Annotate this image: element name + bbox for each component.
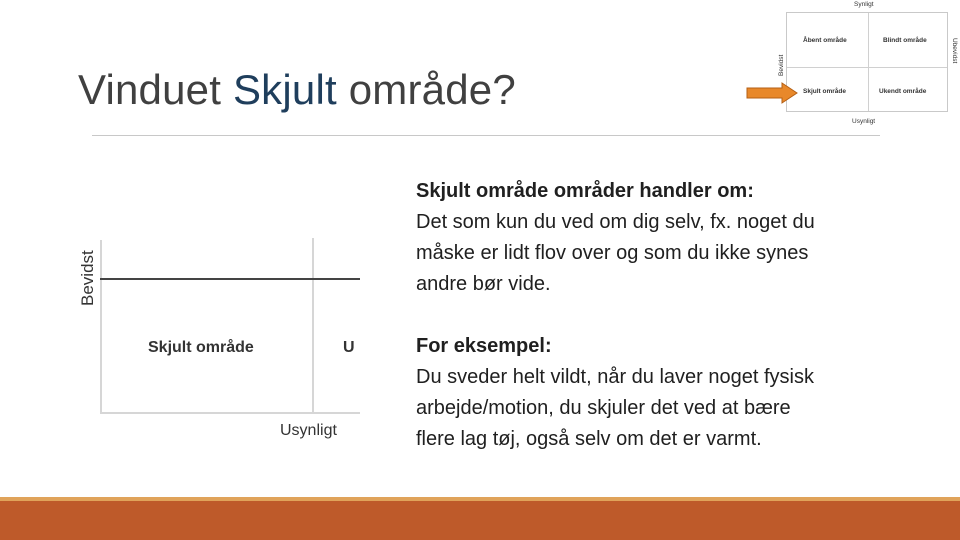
diagram-xlabel: Usynligt xyxy=(280,422,337,439)
thumb-cell-open: Åbent område xyxy=(803,37,847,44)
thumb-cell-hidden: Skjult område xyxy=(803,88,846,95)
title-divider xyxy=(92,135,880,136)
johari-diagram-crop xyxy=(70,200,360,450)
title-prefix: Vinduet xyxy=(78,66,233,113)
thumb-bottom-label: Usynligt xyxy=(852,118,876,125)
thumb-right-label: Ubevidst xyxy=(951,38,958,64)
diagram-cell-hidden: Skjult område xyxy=(148,339,254,356)
diagram-ylabel: Bevidst xyxy=(78,250,97,306)
slide-body xyxy=(416,176,916,455)
section1-line: måske er lidt flov over og som du ikke synes xyxy=(416,242,809,264)
diagram-cell-next: U xyxy=(343,339,355,356)
johari-thumbnail xyxy=(774,0,960,132)
section1-heading: Skjult område områder handler om: xyxy=(416,180,754,202)
title-highlight: Skjult xyxy=(232,66,337,113)
footer-band xyxy=(0,501,960,540)
thumb-cell-blind: Blindt område xyxy=(883,37,927,44)
section2-line: Du sveder helt vildt, når du laver noget fysisk xyxy=(416,366,814,388)
thumb-cell-unknown: Ukendt område xyxy=(879,88,927,95)
arrow-right-icon xyxy=(746,82,798,104)
thumb-top-label: Synligt xyxy=(854,1,874,8)
thumb-left-label: Bevidst xyxy=(778,54,785,76)
section2-line: flere lag tøj, også selv om det er varmt. xyxy=(416,428,762,450)
section1-line: andre bør vide. xyxy=(416,273,551,295)
slide-title xyxy=(78,66,516,114)
section1-line: Det som kun du ved om dig selv, fx. noget du xyxy=(416,211,815,233)
section2-heading: For eksempel: xyxy=(416,335,552,357)
section2-line: arbejde/motion, du skjuler det ved at bære xyxy=(416,397,791,419)
title-suffix: område? xyxy=(336,66,516,113)
thumb-grid xyxy=(786,12,948,112)
